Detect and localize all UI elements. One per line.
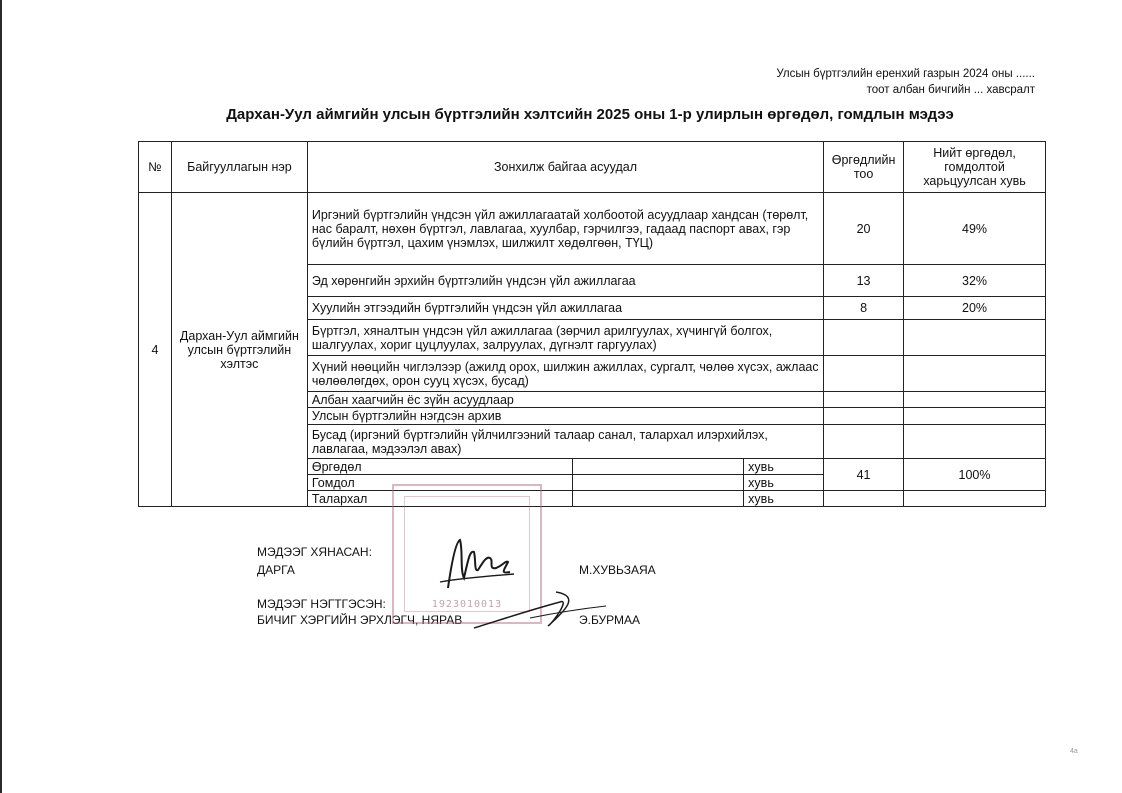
report-table: [138, 141, 1046, 507]
total-count: 41: [824, 459, 904, 491]
percent-cell: [904, 408, 1046, 425]
header-row: [139, 142, 1046, 193]
summary-label: Өргөдөл: [307, 459, 573, 475]
compiled-name: Э.БУРМАА: [579, 613, 641, 627]
reference-line-2: тоот албан бичгийн ... хавсралт: [866, 84, 1035, 96]
issue-cell: Иргэний бүртгэлийн үндсэн үйл ажиллагаатай холбоотой асуудлаар хандсан (төрөлт, нас баралт, нөхөн бүртгэл, лавлагаа, хуулбар, гэрчилгээ, гадаад паспорт авах, гэр бүлийн бүртгэл, цахим үнэмлэх, шилжилт хөдөлгөөн, ТҮЦ): [307, 193, 823, 265]
count-cell: [824, 356, 904, 392]
org-name: Дархан-Уул аймгийн улсын бүртгэлийн хэлтэс: [171, 193, 307, 507]
count-cell: [824, 320, 904, 356]
count-cell: [824, 392, 904, 408]
percent-cell: 32%: [904, 265, 1046, 297]
header-count: Өргөдлийн тоо: [824, 142, 904, 193]
count-cell: 13: [824, 265, 904, 297]
summary-value: [573, 491, 744, 507]
percent-cell: [904, 356, 1046, 392]
reviewed-role: ДАРГА: [257, 563, 295, 577]
reference-line-1: Улсын бүртгэлийн еренхий газрын 2024 оны ......: [776, 68, 1035, 80]
total-percent-empty: [904, 491, 1046, 507]
header-percent: Нийт өргөдөл, гомдолтой харьцуулсан хувь: [904, 142, 1046, 193]
issue-cell: Хүний нөөцийн чиглэлээр (ажилд орох, шилжин ажиллах, сургалт, чөлөө хүсэх, ажлаас чөлөөлөгдөх, орон сууц хүсэх, бусад): [307, 356, 823, 392]
stamp-number: 1923010013: [431, 599, 503, 610]
summary-value: [573, 459, 744, 475]
signature-compiler: [470, 588, 610, 638]
summary-unit: хувь: [744, 475, 824, 491]
page-mark: 4a: [1070, 748, 1078, 755]
reviewed-label: МЭДЭЭГ ХЯНАСАН:: [257, 545, 372, 559]
summary-label: Гомдол: [307, 475, 573, 491]
header-no: №: [139, 142, 172, 193]
count-cell: 8: [824, 297, 904, 320]
percent-cell: 20%: [904, 297, 1046, 320]
issue-cell: Бусад (иргэний бүртгэлийн үйлчилгээний талаар санал, талархал илэрхийлэх, лавлагаа, мэдээлэл авах): [307, 425, 823, 459]
compiled-label: МЭДЭЭГ НЭГТГЭСЭН:: [257, 597, 386, 611]
data-row: [139, 193, 1046, 265]
percent-cell: [904, 320, 1046, 356]
issue-cell: Бүртгэл, хяналтын үндсэн үйл ажиллагаа (зөрчил арилгуулах, хүчингүй болгох, шалгуулах, хориг цуцлуулах, залруулах, дүгнэлт гаргуулах): [307, 320, 823, 356]
percent-cell: 49%: [904, 193, 1046, 265]
header-issue: Зонхилж байгаа асуудал: [307, 142, 823, 193]
total-count-empty: [824, 491, 904, 507]
summary-value: [573, 475, 744, 491]
percent-cell: [904, 425, 1046, 459]
count-cell: [824, 425, 904, 459]
count-cell: 20: [824, 193, 904, 265]
header-org: Байгууллагын нэр: [171, 142, 307, 193]
summary-label: Талархал: [307, 491, 573, 507]
issue-cell: Улсын бүртгэлийн нэгдсэн архив: [307, 408, 823, 425]
reviewed-name: М.ХУВЬЗАЯА: [579, 563, 656, 577]
org-number: 4: [139, 193, 172, 507]
percent-cell: [904, 392, 1046, 408]
document-title: Дархан-Уул аймгийн улсын бүртгэлийн хэлтсийн 2025 оны 1-р улирлын өргөдөл, гомдлын мэдээ: [226, 106, 954, 123]
issue-cell: Албан хаагчийн ёс зүйн асуудлаар: [307, 392, 823, 408]
compiled-role: БИЧИГ ХЭРГИЙН ЭРХЛЭГЧ, НЯРАВ: [257, 613, 463, 627]
summary-unit: хувь: [744, 459, 824, 475]
issue-cell: Эд хөрөнгийн эрхийн бүртгэлийн үндсэн үйл ажиллагаа: [307, 265, 823, 297]
issue-cell: Хуулийн этгээдийн бүртгэлийн үндсэн үйл ажиллагаа: [307, 297, 823, 320]
total-percent: 100%: [904, 459, 1046, 491]
reference-note: [776, 66, 1035, 98]
count-cell: [824, 408, 904, 425]
summary-unit: хувь: [744, 491, 824, 507]
